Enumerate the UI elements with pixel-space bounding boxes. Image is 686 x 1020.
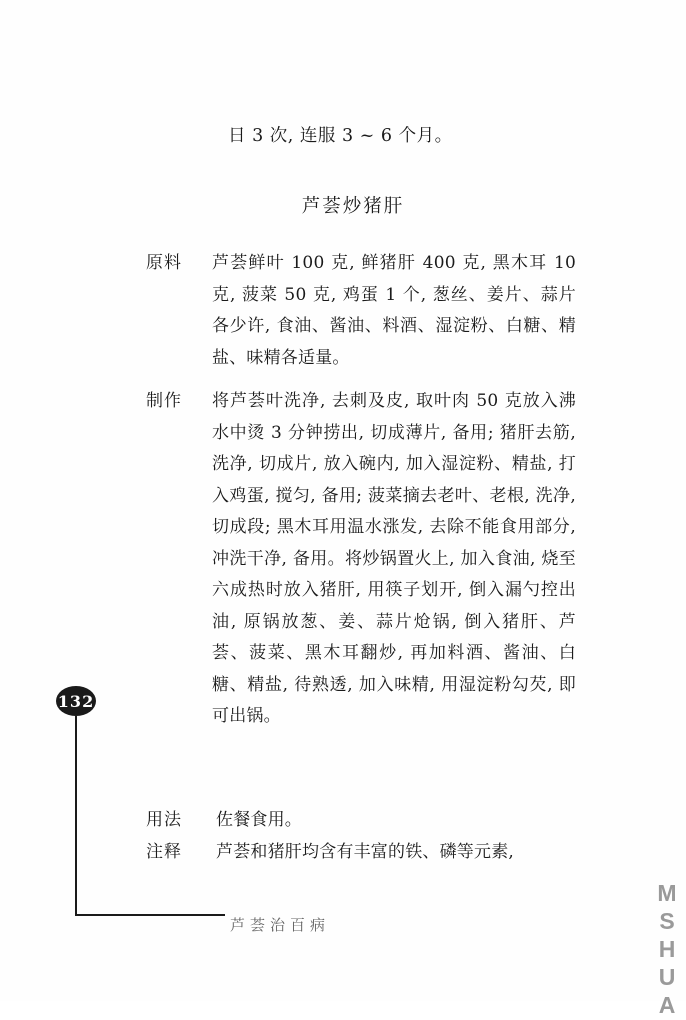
section-notes (146, 837, 576, 869)
section-usage (146, 805, 576, 837)
section-label-ingredients: 原料 (146, 253, 182, 273)
watermark-label: MSHUA (654, 880, 680, 1020)
section-label-notes: 注释 (146, 842, 182, 862)
continued-text-line: 日 3 次, 连服 3 ~ 6 个月。 (228, 126, 453, 146)
footer-running-head: 芦荟治百病 (230, 916, 331, 934)
section-label-method: 制作 (146, 391, 182, 411)
section-ingredients (146, 248, 576, 374)
section-body-ingredients: 芦荟鲜叶 100 克, 鲜猪肝 400 克, 黑木耳 10 克, 菠菜 50 克, 鸡蛋 1 个, 葱丝、姜片、蒜片各少许, 食油、酱油、料酒、湿淀粉、白糖、精盐、味精各适量。 (212, 253, 576, 368)
section-body-method: 将芦荟叶洗净, 去刺及皮, 取叶肉 50 克放入沸水中烫 3 分钟捞出, 切成薄片, 备用; 猪肝去筋, 洗净, 切成片, 放入碗内, 加入湿淀粉、精盐, 打入鸡蛋, 搅匀, 备用; 菠菜摘去老叶、老根, 洗净, 切成段; 黑木耳用温水涨发, 去除不能食用部分, 冲洗干净, 备用。将炒锅置火上, 加入食油, 烧至六成热时放入猪肝, 用筷子划开, 倒入漏勺控出油, 原锅放葱、姜、蒜片炝锅, 倒入猪肝、芦荟、菠菜、黑木耳翻炒, 再加料酒、酱油、白糖、精盐, 待熟透, 加入味精, 用湿淀粉勾芡, 即可出锅。 (212, 391, 576, 726)
recipe-title: 芦荟炒猪肝 (301, 196, 405, 217)
page-number-badge: 132 (56, 686, 96, 716)
page-number-stem-rule (75, 716, 77, 916)
section-body-usage: 佐餐食用。 (216, 810, 302, 830)
section-body-notes: 芦荟和猪肝均含有丰富的铁、磷等元素, (216, 842, 515, 862)
footer-rule (75, 914, 225, 916)
section-method (146, 386, 576, 733)
section-label-usage: 用法 (146, 810, 182, 830)
